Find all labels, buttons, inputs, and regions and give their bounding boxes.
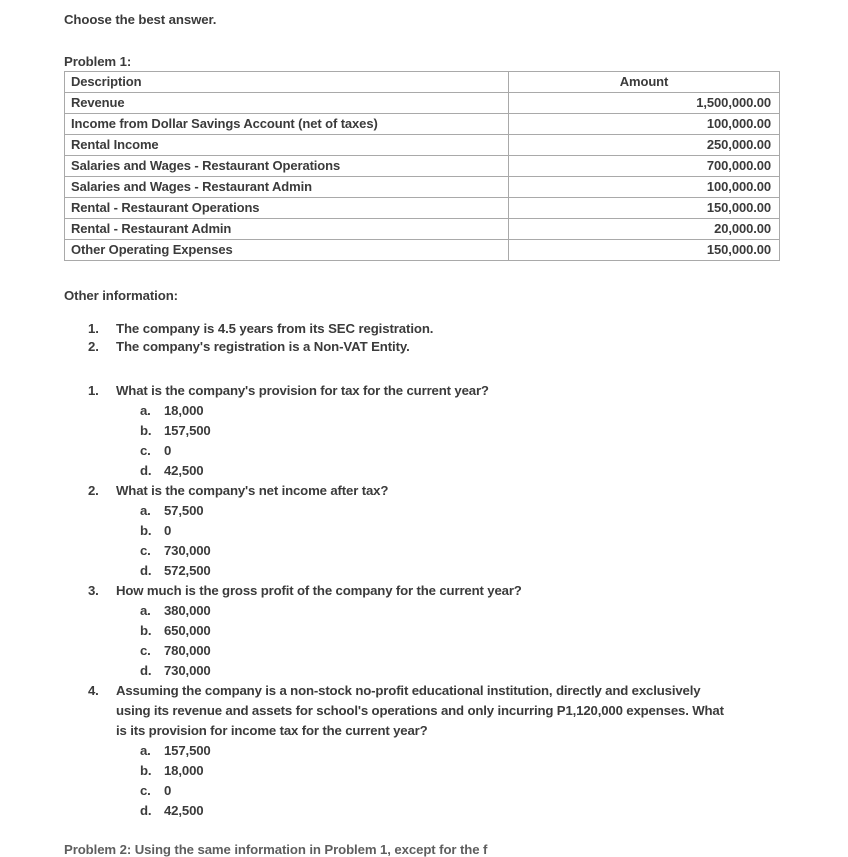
choice-letter: d. <box>140 463 152 478</box>
choice-letter: c. <box>140 443 151 458</box>
choice-option[interactable] <box>88 801 778 821</box>
question-text: What is the company's provision for tax for the current year? <box>116 383 489 398</box>
list-item-text: The company is 4.5 years from its SEC registration. <box>116 321 434 336</box>
list-item-number: 1. <box>88 321 99 336</box>
cell-description: Other Operating Expenses <box>65 240 509 261</box>
question-number: 1. <box>88 383 99 398</box>
question-row <box>88 481 778 501</box>
choice-option[interactable] <box>88 661 778 681</box>
choice-letter: a. <box>140 403 151 418</box>
choice-letter: a. <box>140 503 151 518</box>
other-information-heading: Other information: <box>64 288 178 303</box>
choice-option[interactable] <box>88 741 778 761</box>
choice-letter: c. <box>140 783 151 798</box>
problem-1-label: Problem 1: <box>64 54 132 69</box>
cell-amount: 100,000.00 <box>509 114 780 135</box>
choice-letter: a. <box>140 743 151 758</box>
choice-option[interactable] <box>88 521 778 541</box>
footer-partial-line-clip <box>64 844 824 857</box>
questions-list <box>88 381 778 821</box>
table-row <box>65 240 780 261</box>
question-block <box>88 681 778 821</box>
choice-option[interactable] <box>88 401 778 421</box>
choice-option[interactable] <box>88 761 778 781</box>
choice-value: 42,500 <box>164 463 204 478</box>
choices-list <box>88 741 778 821</box>
table-row <box>65 135 780 156</box>
choice-letter: b. <box>140 523 152 538</box>
column-header-amount: Amount <box>509 72 780 93</box>
choices-list <box>88 501 778 581</box>
cell-amount: 150,000.00 <box>509 198 780 219</box>
cell-amount: 100,000.00 <box>509 177 780 198</box>
question-number: 2. <box>88 483 99 498</box>
cell-amount: 700,000.00 <box>509 156 780 177</box>
question-text: Assuming the company is a non-stock no-profit educational institution, directly and exclusively using its revenue and assets for school's operations and only incurring P1,120,000 expenses. What is its provision for income tax for the current year? <box>116 683 724 738</box>
cell-description: Rental Income <box>65 135 509 156</box>
choice-value: 730,000 <box>164 663 211 678</box>
list-item <box>88 338 708 355</box>
choice-value: 18,000 <box>164 403 204 418</box>
cell-description: Salaries and Wages - Restaurant Operations <box>65 156 509 177</box>
choice-letter: c. <box>140 543 151 558</box>
cell-description: Rental - Restaurant Admin <box>65 219 509 240</box>
choice-value: 650,000 <box>164 623 211 638</box>
table-row <box>65 219 780 240</box>
cell-amount: 150,000.00 <box>509 240 780 261</box>
question-block <box>88 381 778 481</box>
list-item <box>88 320 708 337</box>
choice-value: 0 <box>164 523 172 538</box>
instruction-text: Choose the best answer. <box>64 12 217 27</box>
choice-letter: a. <box>140 603 151 618</box>
choice-letter: d. <box>140 663 152 678</box>
choice-option[interactable] <box>88 561 778 581</box>
choice-option[interactable] <box>88 501 778 521</box>
choices-list <box>88 601 778 681</box>
question-text: What is the company's net income after tax? <box>116 483 389 498</box>
choice-value: 730,000 <box>164 543 211 558</box>
question-row <box>88 581 778 601</box>
table-row <box>65 93 780 114</box>
question-number: 4. <box>88 683 99 698</box>
choice-value: 157,500 <box>164 423 211 438</box>
problem-2-partial-text: Problem 2: Using the same information in Problem 1, except for the f <box>64 844 488 857</box>
choice-option[interactable] <box>88 641 778 661</box>
cell-amount: 20,000.00 <box>509 219 780 240</box>
cell-description: Rental - Restaurant Operations <box>65 198 509 219</box>
choice-value: 572,500 <box>164 563 211 578</box>
choice-letter: d. <box>140 803 152 818</box>
choice-letter: b. <box>140 623 152 638</box>
choice-letter: b. <box>140 423 152 438</box>
choices-list <box>88 401 778 481</box>
cell-amount: 1,500,000.00 <box>509 93 780 114</box>
choice-option[interactable] <box>88 601 778 621</box>
table-row <box>65 177 780 198</box>
list-item-text: The company's registration is a Non-VAT Entity. <box>116 339 410 354</box>
choice-option[interactable] <box>88 621 778 641</box>
cell-amount: 250,000.00 <box>509 135 780 156</box>
question-text: How much is the gross profit of the company for the current year? <box>116 583 522 598</box>
other-information-list <box>88 320 708 356</box>
question-number: 3. <box>88 583 99 598</box>
cell-description: Income from Dollar Savings Account (net of taxes) <box>65 114 509 135</box>
list-item-number: 2. <box>88 339 99 354</box>
table-row <box>65 156 780 177</box>
choice-option[interactable] <box>88 421 778 441</box>
cell-description: Salaries and Wages - Restaurant Admin <box>65 177 509 198</box>
column-header-description: Description <box>65 72 509 93</box>
question-row <box>88 381 778 401</box>
cell-description: Revenue <box>65 93 509 114</box>
question-row <box>88 681 778 741</box>
choice-value: 0 <box>164 443 172 458</box>
choice-letter: d. <box>140 563 152 578</box>
choice-value: 780,000 <box>164 643 211 658</box>
table-body <box>65 93 780 261</box>
choice-option[interactable] <box>88 541 778 561</box>
choice-option[interactable] <box>88 461 778 481</box>
choice-option[interactable] <box>88 781 778 801</box>
choice-letter: c. <box>140 643 151 658</box>
table-row <box>65 114 780 135</box>
choice-value: 18,000 <box>164 763 204 778</box>
choice-value: 0 <box>164 783 172 798</box>
table-header <box>65 72 780 93</box>
financial-data-table <box>64 71 780 261</box>
table-row <box>65 198 780 219</box>
table-header-row <box>65 72 780 93</box>
choice-value: 57,500 <box>164 503 204 518</box>
choice-value: 157,500 <box>164 743 211 758</box>
question-block <box>88 581 778 681</box>
choice-letter: b. <box>140 763 152 778</box>
choice-option[interactable] <box>88 441 778 461</box>
choice-value: 380,000 <box>164 603 211 618</box>
question-block <box>88 481 778 581</box>
choice-value: 42,500 <box>164 803 204 818</box>
